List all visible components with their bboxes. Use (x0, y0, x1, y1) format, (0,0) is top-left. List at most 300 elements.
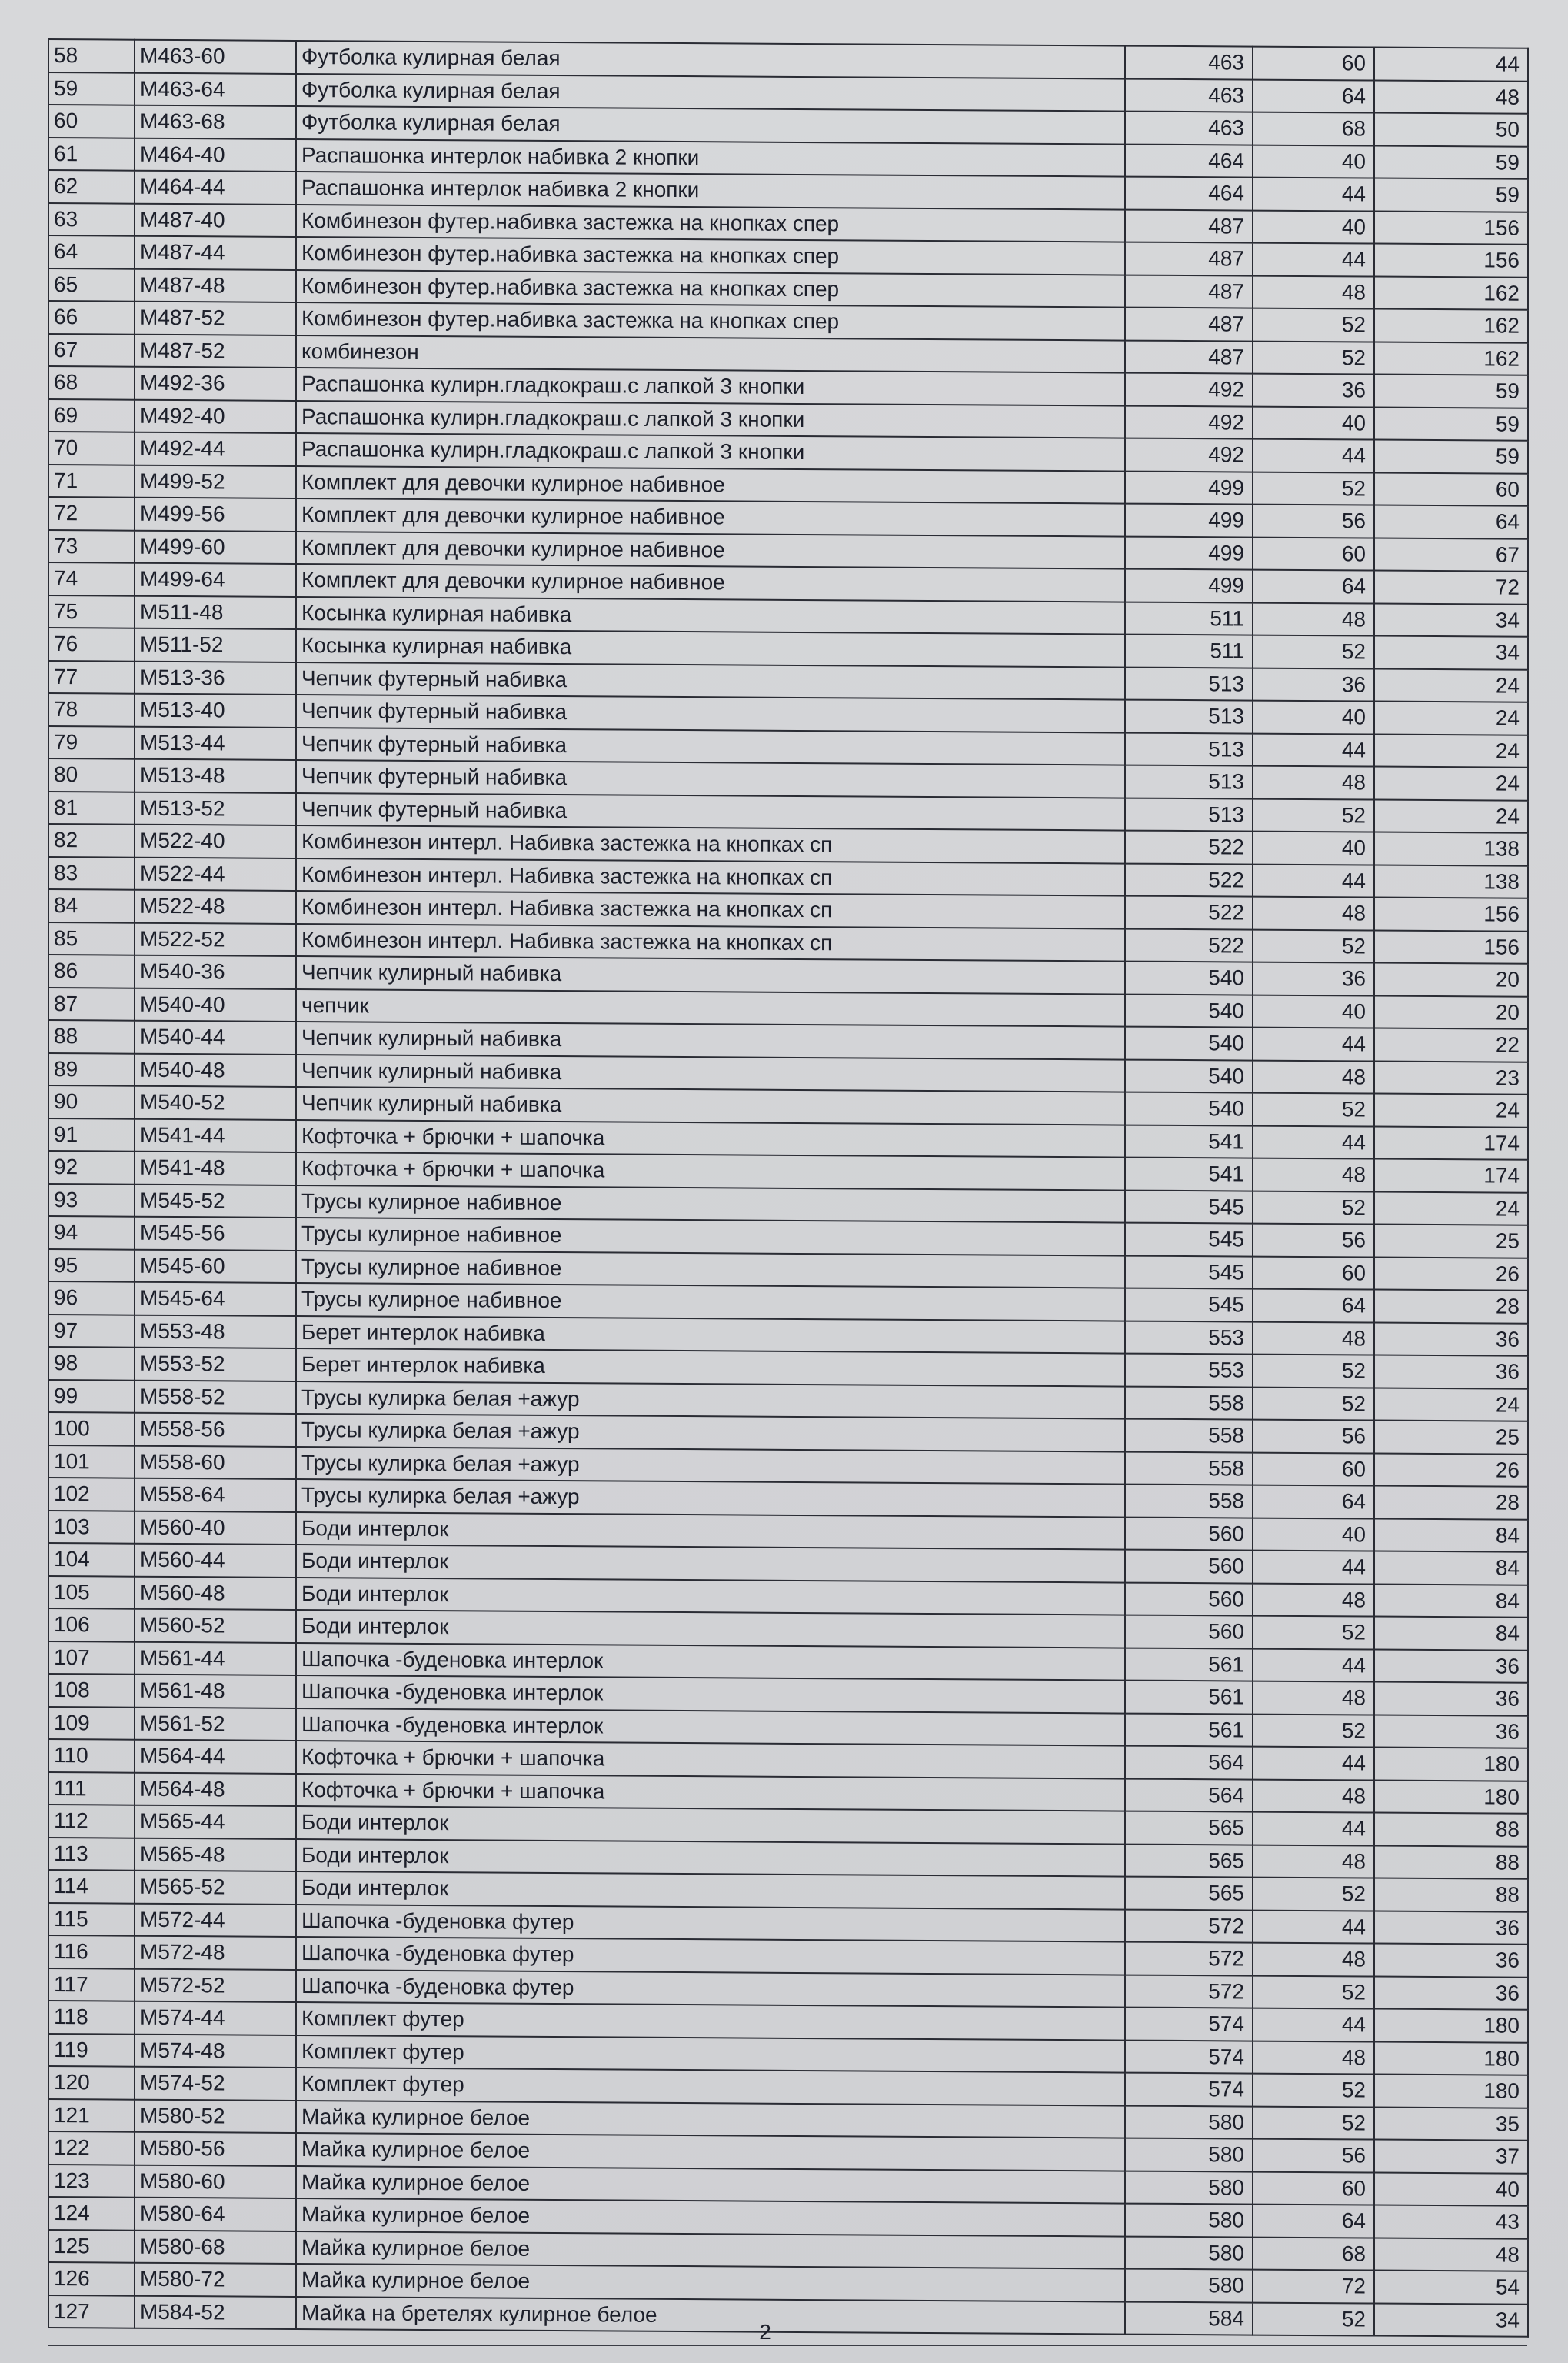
item-name-cell: Боди интерлок (296, 1838, 1125, 1876)
item-name-cell: Чепчик кулирный набивка (296, 1022, 1125, 1059)
size-cell: 52 (1253, 472, 1374, 505)
price-cell: 36 (1374, 1976, 1528, 2010)
row-number-cell: 97 (48, 1315, 135, 1348)
row-number-cell: 99 (48, 1380, 135, 1413)
price-cell: 180 (1374, 2075, 1528, 2108)
price-cell: 84 (1374, 1518, 1528, 1552)
model-number-cell: 580 (1125, 2236, 1253, 2270)
price-cell: 180 (1374, 1780, 1528, 1814)
model-number-cell: 499 (1125, 471, 1253, 505)
size-cell: 48 (1253, 1779, 1374, 1812)
row-number-cell: 85 (48, 922, 135, 955)
model-number-cell: 580 (1125, 2269, 1253, 2303)
item-code-cell: M540-36 (135, 955, 296, 989)
price-cell: 88 (1374, 1813, 1528, 1847)
item-name-cell: Распашонка кулирн.гладкокраш.с лапкой 3 кнопки (296, 368, 1125, 405)
item-code-cell: M541-48 (135, 1152, 296, 1185)
item-code-cell: M464-40 (135, 138, 296, 172)
row-number-cell: 77 (48, 661, 135, 694)
model-number-cell: 492 (1125, 373, 1253, 407)
row-number-cell: 115 (48, 1903, 135, 1936)
item-name-cell: Шапочка -буденовка футер (296, 1937, 1125, 1975)
item-name-cell: Чепчик футерный набивка (296, 727, 1125, 765)
price-cell: 20 (1374, 995, 1528, 1029)
item-code-cell: M499-60 (135, 530, 296, 564)
item-name-cell: Шапочка -буденовка футер (296, 1904, 1125, 1941)
row-number-cell: 94 (48, 1216, 135, 1249)
item-code-cell: M463-64 (135, 72, 296, 106)
item-code-cell: M564-48 (135, 1772, 296, 1806)
item-name-cell: Берет интерлок набивка (296, 1315, 1125, 1353)
price-cell: 36 (1374, 1322, 1528, 1356)
item-code-cell: M580-68 (135, 2230, 296, 2264)
price-cell: 59 (1374, 375, 1528, 408)
row-number-cell: 127 (48, 2295, 135, 2328)
item-name-cell: Чепчик футерный набивка (296, 662, 1125, 699)
price-cell: 34 (1374, 603, 1528, 637)
size-cell: 48 (1253, 1681, 1374, 1715)
row-number-cell: 92 (48, 1151, 135, 1184)
item-code-cell: M580-56 (135, 2132, 296, 2166)
model-number-cell: 574 (1125, 2040, 1253, 2074)
model-number-cell: 584 (1125, 2301, 1253, 2335)
price-cell: 59 (1374, 407, 1528, 441)
size-cell: 44 (1253, 1028, 1374, 1061)
item-code-cell: M565-44 (135, 1805, 296, 1839)
row-number-cell: 61 (48, 138, 135, 171)
item-name-cell: Боди интерлок (296, 1871, 1125, 1909)
size-cell: 44 (1253, 864, 1374, 897)
size-cell: 44 (1253, 1648, 1374, 1681)
size-cell: 40 (1253, 406, 1374, 439)
model-number-cell: 545 (1125, 1255, 1253, 1289)
row-number-cell: 123 (48, 2165, 135, 2198)
row-number-cell: 105 (48, 1576, 135, 1609)
size-cell: 60 (1253, 1256, 1374, 1289)
row-number-cell: 89 (48, 1053, 135, 1086)
model-number-cell: 560 (1125, 1550, 1253, 1584)
model-number-cell: 572 (1125, 1942, 1253, 1976)
row-number-cell: 116 (48, 1935, 135, 1968)
item-name-cell: Чепчик кулирный набивка (296, 1054, 1125, 1092)
price-cell: 180 (1374, 2009, 1528, 2043)
item-code-cell: M553-48 (135, 1315, 296, 1348)
size-cell: 40 (1253, 995, 1374, 1028)
model-number-cell: 492 (1125, 405, 1253, 439)
row-number-cell: 82 (48, 824, 135, 857)
item-name-cell: Трусы кулирное набивное (296, 1185, 1125, 1222)
model-number-cell: 560 (1125, 1582, 1253, 1616)
model-number-cell: 574 (1125, 2073, 1253, 2107)
price-cell: 24 (1374, 767, 1528, 801)
model-number-cell: 580 (1125, 2204, 1253, 2238)
item-name-cell: Шапочка -буденовка интерлок (296, 1708, 1125, 1745)
model-number-cell: 541 (1125, 1158, 1253, 1191)
size-cell: 40 (1253, 832, 1374, 865)
size-cell: 52 (1253, 635, 1374, 668)
size-cell: 72 (1253, 2270, 1374, 2303)
item-name-cell: Футболка кулирная белая (296, 106, 1125, 144)
item-name-cell: Распашонка интерлок набивка 2 кнопки (296, 172, 1125, 209)
row-number-cell: 126 (48, 2262, 135, 2295)
model-number-cell: 513 (1125, 798, 1253, 832)
row-number-cell: 76 (48, 628, 135, 661)
price-cell: 24 (1374, 1191, 1528, 1225)
item-name-cell: Шапочка -буденовка интерлок (296, 1675, 1125, 1713)
model-number-cell: 564 (1125, 1746, 1253, 1780)
price-cell: 22 (1374, 1028, 1528, 1062)
price-cell: 88 (1374, 1845, 1528, 1879)
item-code-cell: M558-52 (135, 1380, 296, 1414)
row-number-cell: 112 (48, 1805, 135, 1838)
model-number-cell: 560 (1125, 1615, 1253, 1649)
row-number-cell: 63 (48, 203, 135, 236)
item-name-cell: Боди интерлок (296, 1545, 1125, 1582)
model-number-cell: 511 (1125, 602, 1253, 635)
row-number-cell: 91 (48, 1118, 135, 1152)
item-code-cell: M513-48 (135, 759, 296, 793)
item-name-cell: Комбинезон футер.набивка застежка на кнопках спер (296, 237, 1125, 275)
item-name-cell: Майка кулирное белое (296, 2165, 1125, 2203)
item-code-cell: M545-64 (135, 1282, 296, 1316)
price-cell: 180 (1374, 2041, 1528, 2075)
price-cell: 28 (1374, 1290, 1528, 1324)
model-number-cell: 580 (1125, 2138, 1253, 2172)
model-number-cell: 522 (1125, 831, 1253, 865)
item-name-cell: Комплект для девочки кулирное набивное (296, 531, 1125, 568)
price-cell: 84 (1374, 1584, 1528, 1618)
item-code-cell: M540-52 (135, 1086, 296, 1120)
price-table-body (48, 39, 1528, 2337)
item-code-cell: M545-52 (135, 1184, 296, 1218)
item-name-cell: Комплект футер (296, 2035, 1125, 2072)
model-number-cell: 522 (1125, 863, 1253, 897)
size-cell: 44 (1253, 1747, 1374, 1780)
item-code-cell: M522-52 (135, 922, 296, 956)
size-cell: 44 (1253, 1910, 1374, 1943)
item-code-cell: M487-52 (135, 302, 296, 335)
price-cell: 26 (1374, 1453, 1528, 1487)
item-code-cell: M561-48 (135, 1675, 296, 1708)
size-cell: 44 (1253, 243, 1374, 276)
price-cell: 23 (1374, 1061, 1528, 1095)
row-number-cell: 88 (48, 1020, 135, 1053)
row-number-cell: 71 (48, 465, 135, 498)
row-number-cell: 107 (48, 1641, 135, 1675)
price-cell: 174 (1374, 1126, 1528, 1160)
item-name-cell: Трусы кулирка белая +ажур (296, 1479, 1125, 1517)
item-code-cell: M580-60 (135, 2165, 296, 2198)
size-cell: 60 (1253, 1452, 1374, 1485)
row-number-cell: 119 (48, 2034, 135, 2067)
model-number-cell: 561 (1125, 1648, 1253, 1681)
size-cell: 36 (1253, 668, 1374, 701)
row-number-cell: 114 (48, 1870, 135, 1903)
item-code-cell: M574-48 (135, 2034, 296, 2068)
page-number: 2 (759, 2320, 771, 2344)
size-cell: 36 (1253, 374, 1374, 407)
row-number-cell: 69 (48, 399, 135, 432)
footer-divider (48, 2345, 1527, 2346)
price-cell: 60 (1374, 472, 1528, 506)
size-cell: 64 (1253, 570, 1374, 603)
row-number-cell: 84 (48, 889, 135, 922)
price-cell: 59 (1374, 178, 1528, 212)
item-code-cell: M564-44 (135, 1740, 296, 1774)
size-cell: 44 (1253, 733, 1374, 766)
price-cell: 138 (1374, 865, 1528, 898)
item-name-cell: Кофточка + брючки + шапочка (296, 1152, 1125, 1190)
item-code-cell: M464-44 (135, 171, 296, 205)
item-name-cell: Комплект футер (296, 2068, 1125, 2105)
model-number-cell: 487 (1125, 242, 1253, 276)
item-name-cell: Чепчик футерный набивка (296, 792, 1125, 830)
item-name-cell: Комплект для девочки кулирное набивное (296, 498, 1125, 536)
item-code-cell: M545-60 (135, 1249, 296, 1283)
model-number-cell: 558 (1125, 1451, 1253, 1485)
row-number-cell: 74 (48, 562, 135, 595)
item-name-cell: Комбинезон интерл. Набивка застежка на кнопках сп (296, 923, 1125, 961)
size-cell: 44 (1253, 1551, 1374, 1584)
size-cell: 44 (1253, 1125, 1374, 1158)
model-number-cell: 565 (1125, 1811, 1253, 1845)
price-cell: 36 (1374, 1715, 1528, 1748)
row-number-cell: 75 (48, 595, 135, 628)
price-cell: 138 (1374, 832, 1528, 866)
row-number-cell: 59 (48, 72, 135, 105)
item-name-cell: Футболка кулирная белая (296, 41, 1125, 78)
row-number-cell: 86 (48, 955, 135, 988)
price-cell: 43 (1374, 2205, 1528, 2239)
size-cell: 44 (1253, 439, 1374, 472)
price-cell: 48 (1374, 80, 1528, 114)
price-cell: 20 (1374, 963, 1528, 997)
model-number-cell: 558 (1125, 1419, 1253, 1453)
item-name-cell: чепчик (296, 988, 1125, 1026)
row-number-cell: 62 (48, 170, 135, 203)
price-cell: 36 (1374, 1911, 1528, 1945)
item-name-cell: Боди интерлок (296, 1610, 1125, 1648)
item-name-cell: Трусы кулирка белая +ажур (296, 1446, 1125, 1484)
item-code-cell: M540-48 (135, 1053, 296, 1087)
size-cell: 48 (1253, 1845, 1374, 1878)
row-number-cell: 66 (48, 301, 135, 334)
item-code-cell: M572-48 (135, 1936, 296, 1970)
row-number-cell: 101 (48, 1445, 135, 1478)
row-number-cell: 72 (48, 497, 135, 530)
item-name-cell: Берет интерлок набивка (296, 1348, 1125, 1386)
price-cell: 84 (1374, 1551, 1528, 1585)
size-cell: 40 (1253, 145, 1374, 178)
price-cell: 36 (1374, 1944, 1528, 1978)
size-cell: 52 (1253, 1093, 1374, 1126)
size-cell: 52 (1253, 1355, 1374, 1388)
size-cell: 64 (1253, 2205, 1374, 2238)
item-name-cell: Трусы кулирное набивное (296, 1250, 1125, 1288)
price-cell: 64 (1374, 505, 1528, 539)
price-cell: 88 (1374, 1878, 1528, 1912)
model-number-cell: 540 (1125, 994, 1253, 1028)
size-cell: 56 (1253, 2139, 1374, 2172)
price-cell: 44 (1374, 48, 1528, 82)
row-number-cell: 125 (48, 2230, 135, 2263)
row-number-cell: 64 (48, 235, 135, 268)
price-cell: 84 (1374, 1617, 1528, 1651)
size-cell: 48 (1253, 275, 1374, 308)
model-number-cell: 560 (1125, 1517, 1253, 1551)
row-number-cell: 108 (48, 1674, 135, 1707)
row-number-cell: 100 (48, 1412, 135, 1445)
price-cell: 72 (1374, 571, 1528, 605)
price-cell: 28 (1374, 1486, 1528, 1520)
model-number-cell: 580 (1125, 2171, 1253, 2205)
model-number-cell: 540 (1125, 1027, 1253, 1061)
size-cell: 52 (1253, 2106, 1374, 2139)
size-cell: 56 (1253, 505, 1374, 538)
size-cell: 44 (1253, 178, 1374, 211)
price-cell: 34 (1374, 2303, 1528, 2337)
price-cell: 25 (1374, 1225, 1528, 1258)
price-cell: 40 (1374, 2172, 1528, 2206)
item-name-cell: Комплект футер (296, 2002, 1125, 2040)
price-cell: 162 (1374, 276, 1528, 310)
row-number-cell: 109 (48, 1707, 135, 1740)
size-cell: 52 (1253, 341, 1374, 374)
item-name-cell: Комбинезон интерл. Набивка застежка на кнопках сп (296, 891, 1125, 928)
item-name-cell: Майка кулирное белое (296, 2198, 1125, 2236)
size-cell: 48 (1253, 1583, 1374, 1616)
item-name-cell: Косынка кулирная набивка (296, 629, 1125, 667)
model-number-cell: 540 (1125, 1059, 1253, 1093)
size-cell: 68 (1253, 2237, 1374, 2270)
price-cell: 36 (1374, 1682, 1528, 1716)
price-cell: 48 (1374, 2238, 1528, 2271)
row-number-cell: 117 (48, 1968, 135, 2001)
item-name-cell: Боди интерлок (296, 1577, 1125, 1615)
row-number-cell: 78 (48, 693, 135, 726)
item-name-cell: Майка на бретелях кулирное белое (296, 2296, 1125, 2334)
model-number-cell: 574 (1125, 2008, 1253, 2041)
item-name-cell: Косынка кулирная набивка (296, 596, 1125, 634)
item-name-cell: Комбинезон интерл. Набивка застежка на кнопках сп (296, 858, 1125, 895)
model-number-cell: 545 (1125, 1288, 1253, 1322)
price-cell: 156 (1374, 211, 1528, 245)
row-number-cell: 103 (48, 1511, 135, 1544)
size-cell: 44 (1253, 2008, 1374, 2041)
item-name-cell: Кофточка + брючки + шапочка (296, 1741, 1125, 1778)
item-code-cell: M492-40 (135, 399, 296, 433)
size-cell: 48 (1253, 1060, 1374, 1093)
row-number-cell: 113 (48, 1838, 135, 1871)
row-number-cell: 104 (48, 1543, 135, 1576)
row-number-cell: 124 (48, 2197, 135, 2230)
item-name-cell: Чепчик кулирный набивка (296, 956, 1125, 994)
item-code-cell: M492-44 (135, 432, 296, 466)
item-code-cell: M574-52 (135, 2067, 296, 2101)
price-cell: 34 (1374, 636, 1528, 670)
size-cell: 52 (1253, 798, 1374, 832)
item-name-cell: Майка кулирное белое (296, 2231, 1125, 2268)
item-code-cell: M487-44 (135, 236, 296, 270)
item-name-cell: Майка кулирное белое (296, 2133, 1125, 2171)
item-code-cell: M553-52 (135, 1348, 296, 1381)
model-number-cell: 463 (1125, 112, 1253, 145)
price-cell: 156 (1374, 244, 1528, 278)
item-code-cell: M561-52 (135, 1707, 296, 1741)
item-code-cell: M513-44 (135, 726, 296, 760)
item-code-cell: M513-52 (135, 792, 296, 825)
item-code-cell: M492-36 (135, 367, 296, 401)
item-name-cell: Шапочка -буденовка футер (296, 1969, 1125, 2007)
model-number-cell: 499 (1125, 504, 1253, 538)
row-number-cell: 96 (48, 1281, 135, 1315)
model-number-cell: 545 (1125, 1190, 1253, 1224)
size-cell: 52 (1253, 308, 1374, 342)
row-number-cell: 120 (48, 2066, 135, 2099)
size-cell: 36 (1253, 962, 1374, 995)
price-cell: 24 (1374, 1094, 1528, 1128)
row-number-cell: 79 (48, 726, 135, 759)
price-cell: 24 (1374, 702, 1528, 735)
row-number-cell: 83 (48, 857, 135, 890)
item-code-cell: M565-52 (135, 1871, 296, 1905)
price-cell: 36 (1374, 1355, 1528, 1389)
item-code-cell: M499-56 (135, 498, 296, 532)
item-name-cell: Боди интерлок (296, 1806, 1125, 1844)
item-code-cell: M558-64 (135, 1478, 296, 1512)
model-number-cell: 513 (1125, 732, 1253, 766)
model-number-cell: 522 (1125, 896, 1253, 930)
model-number-cell: 487 (1125, 275, 1253, 308)
model-number-cell: 541 (1125, 1125, 1253, 1158)
model-number-cell: 558 (1125, 1485, 1253, 1518)
item-code-cell: M499-52 (135, 465, 296, 498)
item-name-cell: Чепчик футерный набивка (296, 760, 1125, 798)
size-cell: 52 (1253, 1616, 1374, 1649)
item-name-cell: Трусы кулирное набивное (296, 1283, 1125, 1321)
item-code-cell: M511-48 (135, 595, 296, 629)
item-code-cell: M522-40 (135, 825, 296, 858)
model-number-cell: 487 (1125, 209, 1253, 243)
model-number-cell: 513 (1125, 667, 1253, 701)
item-code-cell: M540-44 (135, 1021, 296, 1055)
item-name-cell: Чепчик футерный набивка (296, 695, 1125, 732)
price-cell: 24 (1374, 799, 1528, 833)
size-cell: 40 (1253, 210, 1374, 243)
item-name-cell: Шапочка -буденовка интерлок (296, 1642, 1125, 1680)
row-number-cell: 67 (48, 334, 135, 367)
model-number-cell: 464 (1125, 144, 1253, 178)
price-cell: 25 (1374, 1421, 1528, 1455)
size-cell: 56 (1253, 1420, 1374, 1453)
model-number-cell: 553 (1125, 1321, 1253, 1355)
size-cell: 52 (1253, 929, 1374, 962)
price-table (48, 38, 1529, 2338)
item-code-cell: M584-52 (135, 2295, 296, 2329)
size-cell: 52 (1253, 1878, 1374, 1911)
size-cell: 52 (1253, 1191, 1374, 1224)
price-cell: 37 (1374, 2140, 1528, 2174)
price-cell: 24 (1374, 668, 1528, 702)
row-number-cell: 81 (48, 792, 135, 825)
size-cell: 64 (1253, 1289, 1374, 1322)
item-name-cell: Распашонка интерлок набивка 2 кнопки (296, 138, 1125, 176)
item-name-cell: Комплект для девочки кулирное набивное (296, 564, 1125, 602)
price-cell: 24 (1374, 734, 1528, 768)
row-number-cell: 106 (48, 1608, 135, 1641)
size-cell: 48 (1253, 1943, 1374, 1976)
model-number-cell: 561 (1125, 1681, 1253, 1715)
